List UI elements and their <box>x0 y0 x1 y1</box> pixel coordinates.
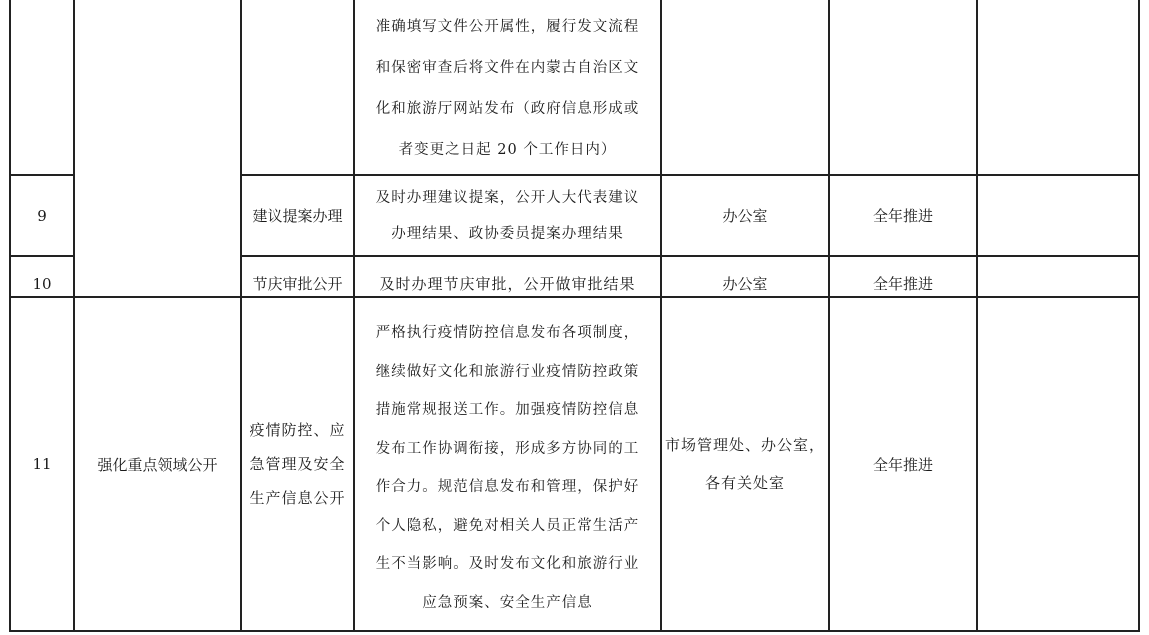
item-line: 生产信息公开 <box>249 489 346 507</box>
content-line: 及时办理节庆审批，公开做审批结果 <box>379 275 636 293</box>
content-line: 者变更之日起 20 个工作日内） <box>398 142 617 158</box>
item-line: 疫情防控、应 <box>249 421 346 439</box>
content-line: 作合力。规范信息发布和管理，保护好 <box>375 479 640 495</box>
content-line: 措施常规报送工作。加强疫情防控信息 <box>375 402 640 418</box>
department-cell <box>662 298 828 630</box>
category-text: 强化重点领域公开 <box>97 455 218 474</box>
department-text: 办公室 <box>722 207 768 225</box>
timeline-cell <box>830 176 976 255</box>
content-line: 严格执行疫情防控信息发布各项制度， <box>375 325 640 341</box>
content-line: 发布工作协调衔接，形成多方协同的工 <box>375 440 640 457</box>
department-text: 办公室 <box>722 275 768 293</box>
timeline-text: 全年推进 <box>872 207 933 225</box>
item-cell <box>242 176 353 255</box>
timeline-text: 全年推进 <box>872 275 933 293</box>
row-number <box>11 176 73 255</box>
item-line: 急管理及安全 <box>249 455 346 473</box>
row-number <box>11 257 73 296</box>
department-cell <box>662 257 828 296</box>
row-number-text: 10 <box>32 274 52 293</box>
content-line: 和保密审查后将文件在内蒙古自治区文 <box>375 60 640 76</box>
item-cell <box>242 257 353 296</box>
table-border-right <box>1138 0 1140 632</box>
department-cell <box>662 176 828 255</box>
department-line: 市场管理处、办公室， <box>664 436 825 454</box>
item-text: 节庆审批公开 <box>252 275 343 293</box>
timeline-cell <box>830 257 976 296</box>
department-line: 各有关处室 <box>704 474 785 492</box>
content-line: 继续做好文化和旅游行业疫情防控政策 <box>375 363 640 380</box>
content-cell <box>355 180 660 252</box>
content-line: 化和旅游厅网站发布（政府信息形成或 <box>375 101 640 117</box>
content-line: 应急预案、安全生产信息 <box>422 594 593 611</box>
timeline-cell <box>830 298 976 630</box>
item-text: 建议提案办理 <box>252 207 343 225</box>
table-border-bottom <box>9 630 1140 632</box>
category-cell <box>75 298 240 630</box>
column-divider <box>976 0 978 632</box>
content-line: 及时办理建议提案，公开人大代表建议 <box>375 190 640 206</box>
content-line: 生不当影响。及时发布文化和旅游行业 <box>375 556 640 572</box>
row-number-text: 11 <box>32 455 52 473</box>
content-line: 准确填写文件公开属性，履行发文流程 <box>375 19 640 35</box>
content-line: 办理结果、政协委员提案办理结果 <box>391 226 624 242</box>
row-number <box>11 298 73 630</box>
row-number-text: 9 <box>37 206 47 225</box>
content-cell <box>355 314 660 622</box>
content-cell <box>355 7 660 171</box>
item-cell <box>242 298 353 630</box>
timeline-text: 全年推进 <box>872 455 933 474</box>
content-line: 个人隐私，避免对相关人员正常生活产 <box>375 517 640 534</box>
content-cell <box>355 257 660 296</box>
